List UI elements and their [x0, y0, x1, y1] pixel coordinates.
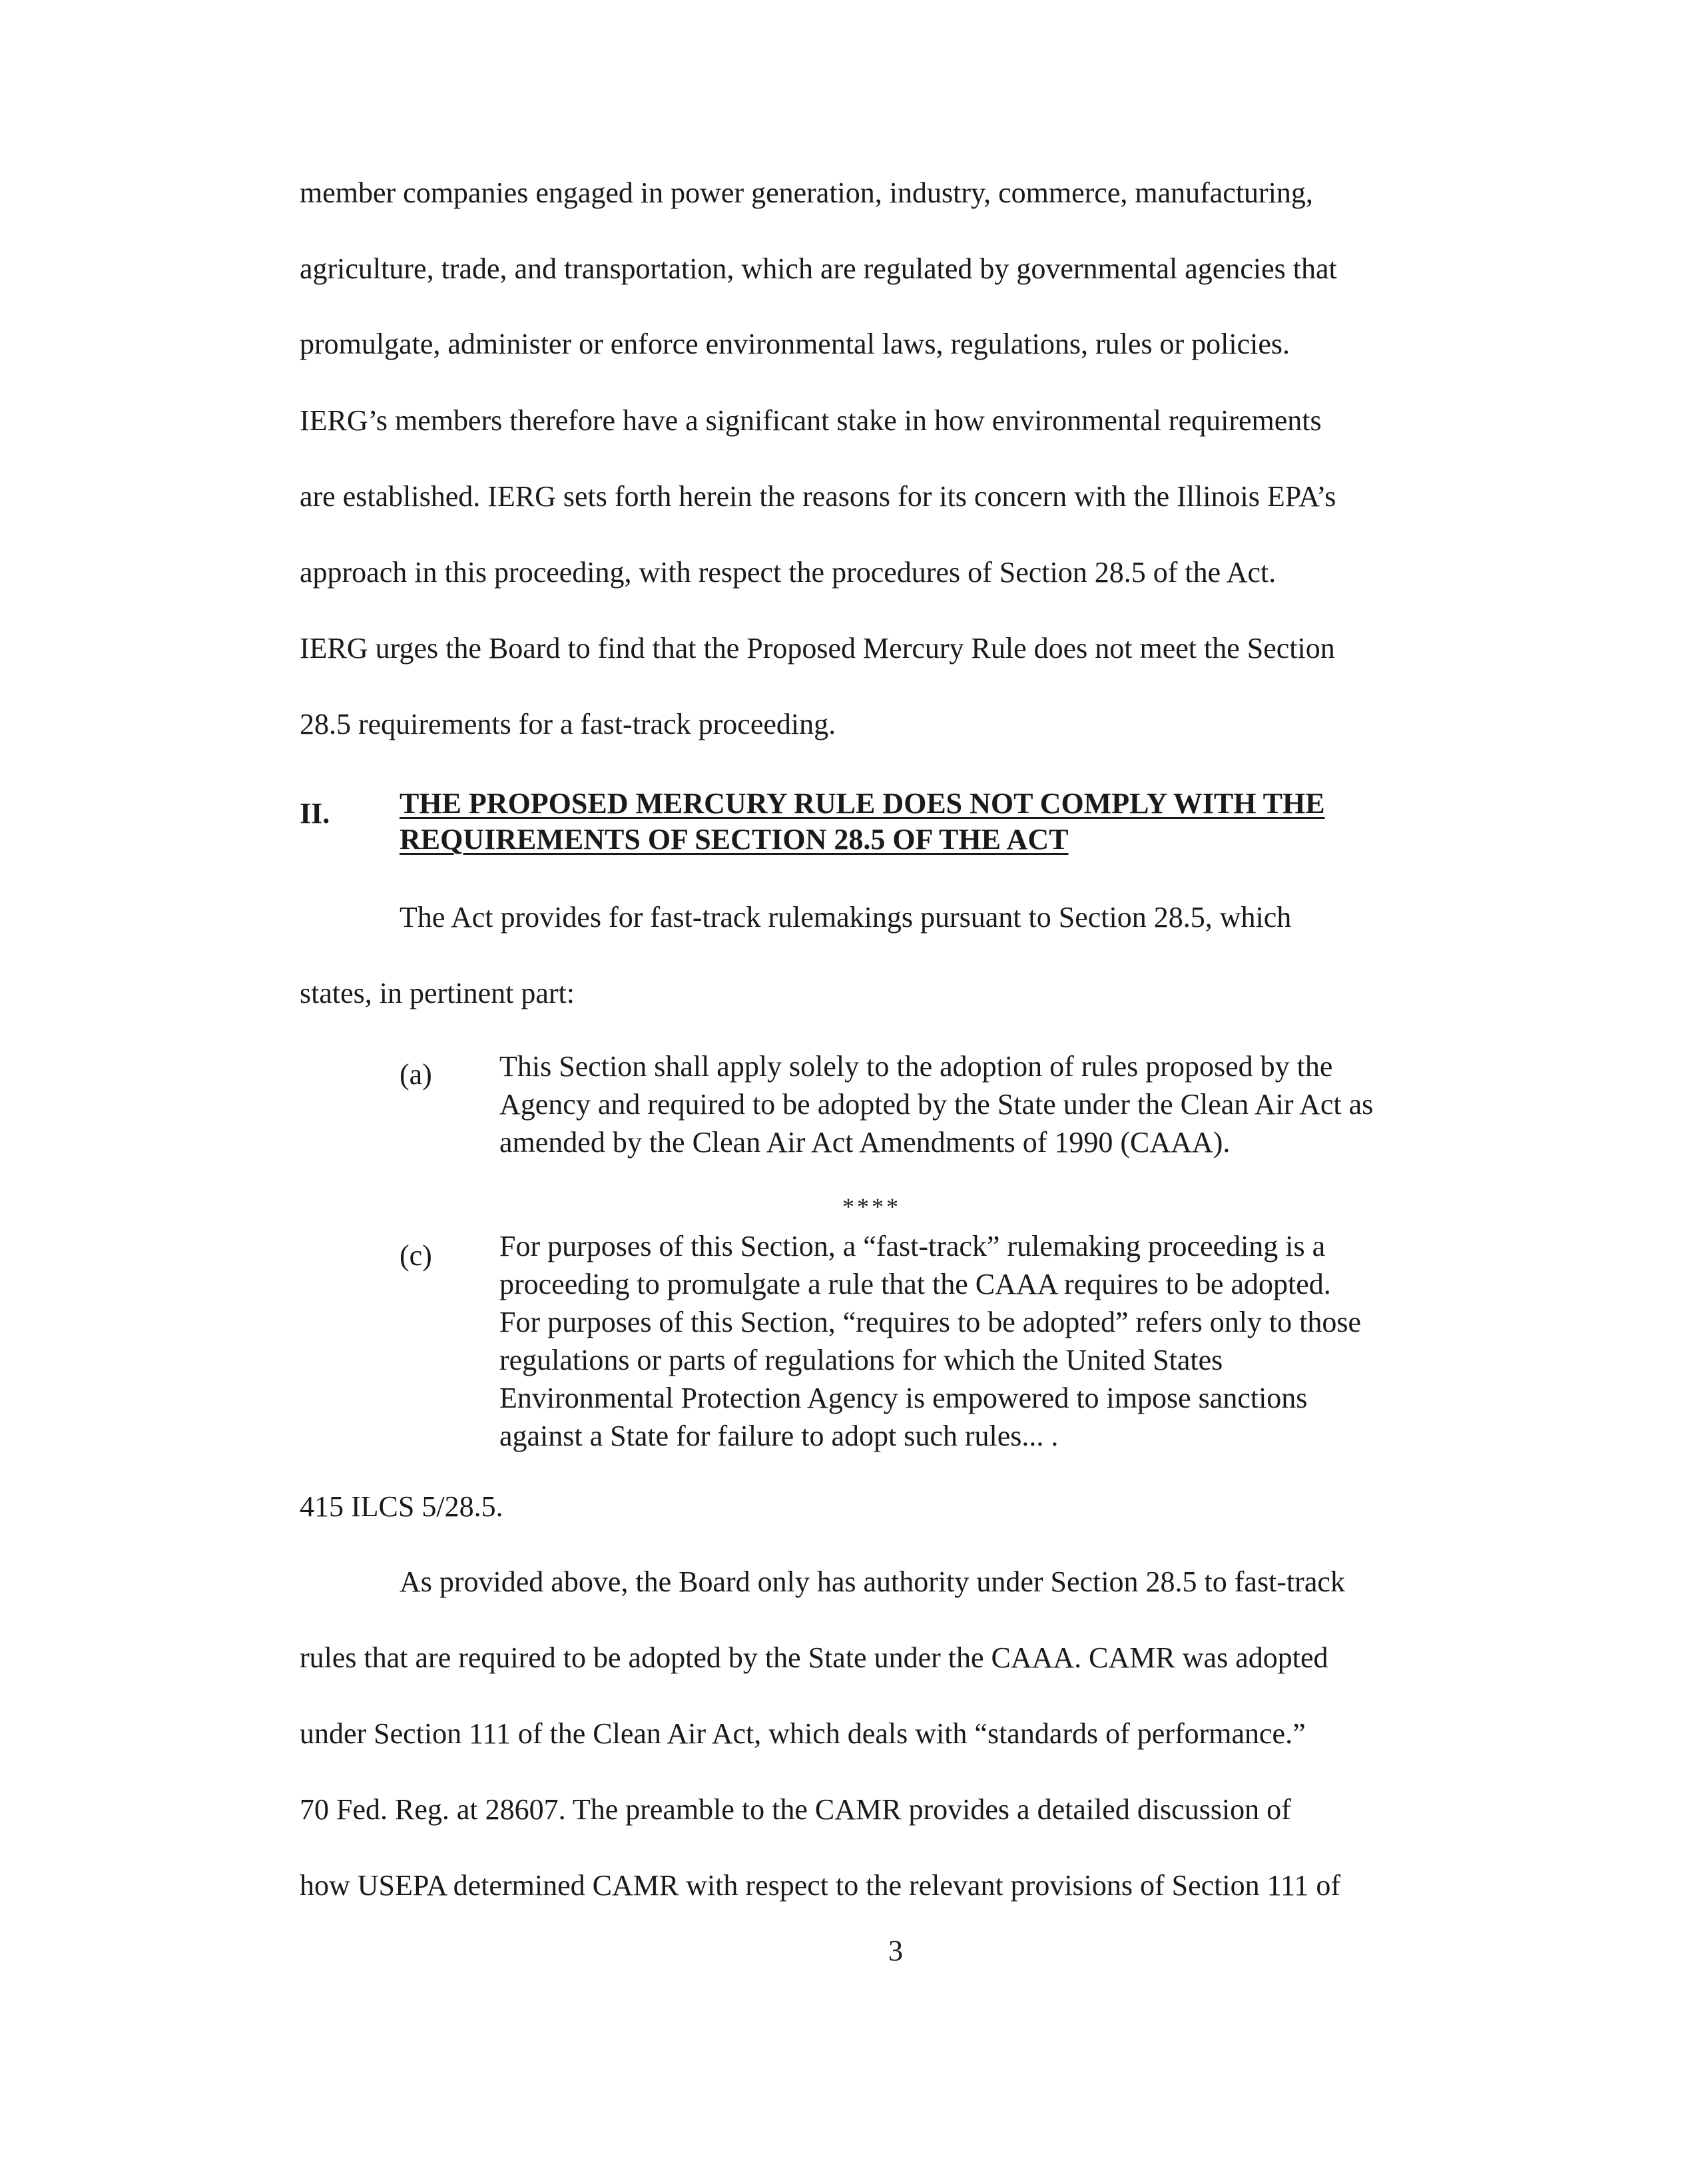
body-text-line: IERG urges the Board to find that the Proposed Mercury Rule does not meet the Section [300, 632, 1335, 665]
quote-text-line: Environmental Protection Agency is empowered to impose sanctions [499, 1382, 1308, 1414]
section-heading-line: REQUIREMENTS OF SECTION 28.5 OF THE ACT [400, 823, 1069, 856]
body-text-line: 28.5 requirements for a fast-track proceeding. [300, 708, 836, 740]
quote-text-line: amended by the Clean Air Act Amendments of 1990 (CAAA). [499, 1126, 1231, 1159]
section-heading-line: THE PROPOSED MERCURY RULE DOES NOT COMPLY WITH THE [400, 787, 1325, 820]
body-text-line: rules that are required to be adopted by the State under the CAAA. CAMR was adopted [300, 1641, 1328, 1674]
quote-text-line: proceeding to promulgate a rule that the CAAA requires to be adopted. [499, 1268, 1331, 1300]
body-text-line: As provided above, the Board only has authority under Section 28.5 to fast-track [400, 1565, 1345, 1598]
quote-text-line: against a State for failure to adopt such rules... . [499, 1420, 1059, 1452]
body-text-line: are established. IERG sets forth herein the reasons for its concern with the Illinois EPA’s [300, 480, 1336, 513]
section-number: II. [300, 797, 330, 830]
body-text-line: approach in this proceeding, with respect the procedures of Section 28.5 of the Act. [300, 556, 1276, 589]
quote-item-marker: (a) [400, 1058, 432, 1091]
quote-text-line: For purposes of this Section, “requires to be adopted” refers only to those [499, 1306, 1362, 1338]
quote-ellipsis: **** [842, 1193, 901, 1220]
body-text-line: IERG’s members therefore have a significant stake in how environmental requirements [300, 404, 1322, 437]
body-text-line: promulgate, administer or enforce environmental laws, regulations, rules or policies. [300, 328, 1290, 360]
quote-text-line: This Section shall apply solely to the adoption of rules proposed by the [499, 1050, 1333, 1083]
body-text-line: member companies engaged in power generation, industry, commerce, manufacturing, [300, 176, 1313, 209]
body-text-line: 70 Fed. Reg. at 28607. The preamble to the CAMR provides a detailed discussion of [300, 1793, 1291, 1826]
body-text-line: under Section 111 of the Clean Air Act, which deals with “standards of performance.” [300, 1717, 1306, 1750]
quote-text-line: regulations or parts of regulations for which the United States [499, 1344, 1223, 1376]
quote-text-line: For purposes of this Section, a “fast-track” rulemaking proceeding is a [499, 1230, 1326, 1262]
citation: 415 ILCS 5/28.5. [300, 1490, 503, 1523]
body-text-line: The Act provides for fast-track rulemakings pursuant to Section 28.5, which [400, 901, 1292, 934]
page-number: 3 [888, 1934, 903, 1967]
body-text-line: agriculture, trade, and transportation, which are regulated by governmental agencies that [300, 252, 1337, 285]
quote-item-marker: (c) [400, 1239, 432, 1272]
quote-text-line: Agency and required to be adopted by the State under the Clean Air Act as [499, 1088, 1374, 1121]
body-text-line: states, in pertinent part: [300, 977, 575, 1009]
body-text-line: how USEPA determined CAMR with respect to the relevant provisions of Section 111 of [300, 1869, 1341, 1902]
